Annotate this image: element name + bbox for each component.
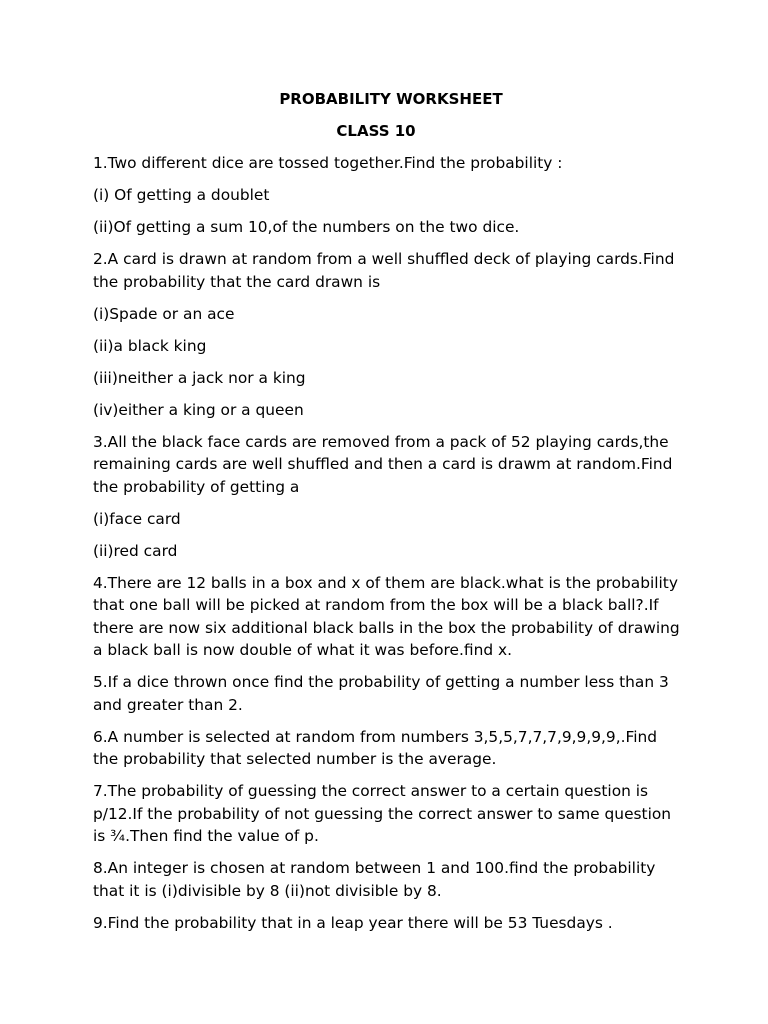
question-1: 1.Two different dice are tossed together.Find the probability :: [93, 154, 563, 172]
worksheet-title: PROBABILITY WORKSHEET: [279, 90, 503, 108]
question-4: 4.There are 12 balls in a box and x of them are black.what is the probability that one ball will be picked at random from the box will be a black ball?.If there are now six additional black balls in the box the probability of drawing a black ball is now double of what it was before.find x.: [93, 573, 680, 659]
question-2-part-iii: (iii)neither a jack nor a king: [93, 368, 306, 387]
question-7: 7.The probability of guessing the correct answer to a certain question is p/12.If the probability of not guessing the correct answer to same question is ¾.Then find the value of p.: [93, 782, 672, 845]
question-2-part-ii: (ii)a black king: [93, 336, 207, 355]
question-9: 9.Find the probability that in a leap year there will be 53 Tuesdays .: [93, 913, 613, 932]
question-1-part-i: (i) Of getting a doublet: [93, 186, 270, 204]
question-3-part-i: (i)face card: [93, 509, 181, 528]
question-1-part-ii: (ii)Of getting a sum 10,of the numbers on the two dice.: [93, 218, 520, 236]
question-3: 3.All the black face cards are removed from a pack of 52 playing cards,the remaining cards are well shuffled and then a card is drawm at random.Find the probability of getting a: [93, 432, 673, 496]
question-6: 6.A number is selected at random from numbers 3,5,5,7,7,7,9,9,9,9,.Find the probability that selected number is the average.: [93, 727, 658, 768]
question-2: 2.A card is drawn at random from a well shuffled deck of playing cards.Find the probability that the card drawn is: [93, 250, 675, 291]
question-5: 5.If a dice thrown once find the probability of getting a number less than 3 and greater than 2.: [93, 673, 669, 714]
worksheet-body: [93, 152, 683, 944]
question-3-part-ii: (ii)red card: [93, 541, 178, 560]
question-8: 8.An integer is chosen at random between 1 and 100.find the probability that it is (i)divisible by 8 (ii)not divisible by 8.: [93, 859, 656, 900]
worksheet-subtitle: CLASS 10: [336, 122, 416, 140]
question-2-part-i: (i)Spade or an ace: [93, 304, 235, 323]
question-2-part-iv: (iv)either a king or a queen: [93, 400, 304, 419]
